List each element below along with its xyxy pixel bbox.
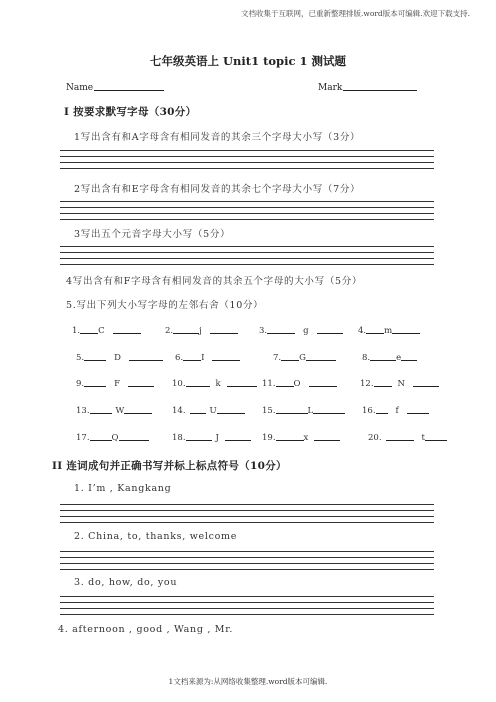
item-number: 20.	[368, 433, 382, 443]
item-number: 18.	[172, 433, 186, 443]
answer-blank[interactable]	[173, 324, 199, 334]
answer-blank[interactable]	[281, 351, 299, 361]
question-4: 4写出含有和F字母含有相同发音的其余五个字母的大小写（5分）	[66, 276, 363, 287]
letter-row-2	[0, 351, 496, 365]
answer-blank[interactable]	[413, 377, 439, 387]
letter-row-5	[0, 431, 496, 445]
letter: k	[215, 379, 221, 389]
letter-row-3	[0, 377, 496, 391]
answer-blank[interactable]	[90, 404, 112, 414]
letter: t	[421, 433, 425, 443]
answer-blank[interactable]	[84, 377, 106, 387]
sentence-2: 2. China, to, thanks, welcome	[74, 531, 238, 542]
question-3: 3写出五个元音字母大小写（5分）	[74, 229, 231, 240]
answer-blank[interactable]	[190, 404, 206, 414]
answer-blank[interactable]	[225, 431, 251, 441]
answer-blank[interactable]	[186, 377, 210, 387]
letter: W	[115, 406, 125, 416]
answer-blank[interactable]	[113, 324, 141, 334]
answer-blank[interactable]	[401, 351, 417, 361]
answer-blank[interactable]	[119, 431, 149, 441]
letter: D	[114, 353, 121, 363]
answer-blank[interactable]	[183, 351, 201, 361]
name-label: Name	[66, 83, 94, 93]
answer-blank[interactable]	[217, 404, 245, 414]
letter: g	[303, 326, 309, 336]
answer-blank[interactable]	[276, 404, 308, 414]
answer-blank[interactable]	[407, 404, 429, 414]
item-number: 11.	[262, 379, 276, 389]
answer-lines-s3[interactable]	[60, 596, 434, 615]
letter: x	[303, 433, 309, 443]
letter: L	[307, 406, 314, 416]
item-number: 1.	[72, 326, 81, 336]
letter: e	[396, 353, 402, 363]
answer-lines-2[interactable]	[60, 201, 434, 220]
item-number: 19.	[262, 433, 276, 443]
name-blank[interactable]	[94, 81, 164, 91]
answer-blank[interactable]	[276, 431, 304, 441]
item-number: 5.	[76, 353, 85, 363]
letter: F	[114, 379, 121, 389]
answer-blank[interactable]	[306, 351, 336, 361]
answer-blank[interactable]	[90, 431, 112, 441]
answer-blank[interactable]	[210, 324, 238, 334]
answer-blank[interactable]	[186, 431, 212, 441]
item-number: 6.	[175, 353, 184, 363]
answer-blank[interactable]	[374, 377, 392, 387]
letter: m	[384, 326, 393, 336]
letter-row-1	[0, 324, 496, 338]
answer-blank[interactable]	[317, 324, 343, 334]
answer-blank[interactable]	[370, 351, 396, 361]
answer-blank[interactable]	[129, 351, 163, 361]
answer-blank[interactable]	[128, 377, 154, 387]
sentence-3: 3. do, how, do, you	[74, 577, 178, 588]
letter: O	[293, 379, 301, 389]
sentence-4: 4. afternoon , good , Wang , Mr.	[58, 624, 234, 635]
item-number: 9.	[76, 379, 85, 389]
answer-blank[interactable]	[314, 431, 340, 441]
mark-blank[interactable]	[343, 81, 417, 91]
answer-blank[interactable]	[376, 404, 388, 414]
answer-blank[interactable]	[227, 377, 257, 387]
sentence-1: 1. I’m , Kangkang	[74, 483, 172, 494]
answer-blank[interactable]	[212, 351, 240, 361]
letter: N	[397, 379, 405, 389]
item-number: 13.	[76, 406, 90, 416]
mark-field[interactable]	[318, 81, 417, 93]
question-5: 5.写出下列大小写字母的左邻右舍（10分）	[66, 300, 264, 311]
answer-lines-3[interactable]	[60, 246, 434, 265]
item-number: 15.	[262, 406, 276, 416]
answer-blank[interactable]	[313, 404, 345, 414]
item-number: 8.	[362, 353, 371, 363]
letter: J	[215, 433, 219, 443]
name-field[interactable]	[66, 81, 164, 93]
item-number: 4.	[358, 326, 367, 336]
answer-blank[interactable]	[267, 324, 295, 334]
letter: I	[201, 353, 205, 363]
section-2-title: II 连词成句并正确书写并标上标点符号（10分）	[52, 460, 287, 472]
letter-row-4	[0, 404, 496, 418]
answer-blank[interactable]	[386, 431, 414, 441]
item-number: 14.	[172, 406, 186, 416]
letter: j	[199, 326, 202, 336]
letter: f	[395, 406, 399, 416]
item-number: 12.	[360, 379, 374, 389]
header-note: 文档收集于互联网，已重新整理排版.word版本可编辑.欢迎下载支持.	[241, 9, 470, 18]
item-number: 17.	[76, 433, 90, 443]
answer-lines-s1[interactable]	[60, 504, 434, 523]
letter: Q	[111, 433, 119, 443]
item-number: 2.	[165, 326, 174, 336]
footer-note: 1文档来源为:从网络收集整理.word版本可编辑.	[168, 677, 328, 686]
letter: U	[209, 406, 217, 416]
answer-blank[interactable]	[392, 324, 420, 334]
answer-blank[interactable]	[366, 324, 384, 334]
letter: G	[299, 353, 306, 363]
answer-blank[interactable]	[309, 377, 337, 387]
page-title: 七年级英语上 Unit1 topic 1 测试题	[150, 54, 346, 68]
item-number: 7.	[273, 353, 282, 363]
answer-blank[interactable]	[84, 351, 106, 361]
answer-blank[interactable]	[80, 324, 98, 334]
answer-blank[interactable]	[425, 431, 447, 441]
question-2: 2写出含有和E字母含有相同发音的其余七个字母大小写（7分）	[74, 184, 361, 195]
answer-blank[interactable]	[124, 404, 152, 414]
section-1-title: I 按要求默写字母（30分）	[64, 106, 197, 118]
item-number: 10.	[172, 379, 186, 389]
answer-lines-s2[interactable]	[60, 551, 434, 570]
question-1: 1写出含有和A字母含有相同发音的其余三个字母大小写（3分）	[74, 132, 361, 143]
letter: C	[98, 326, 105, 336]
item-number: 16.	[362, 406, 376, 416]
answer-lines-1[interactable]	[60, 150, 434, 169]
item-number: 3.	[259, 326, 268, 336]
mark-label: Mark	[318, 83, 343, 93]
answer-blank[interactable]	[276, 377, 294, 387]
